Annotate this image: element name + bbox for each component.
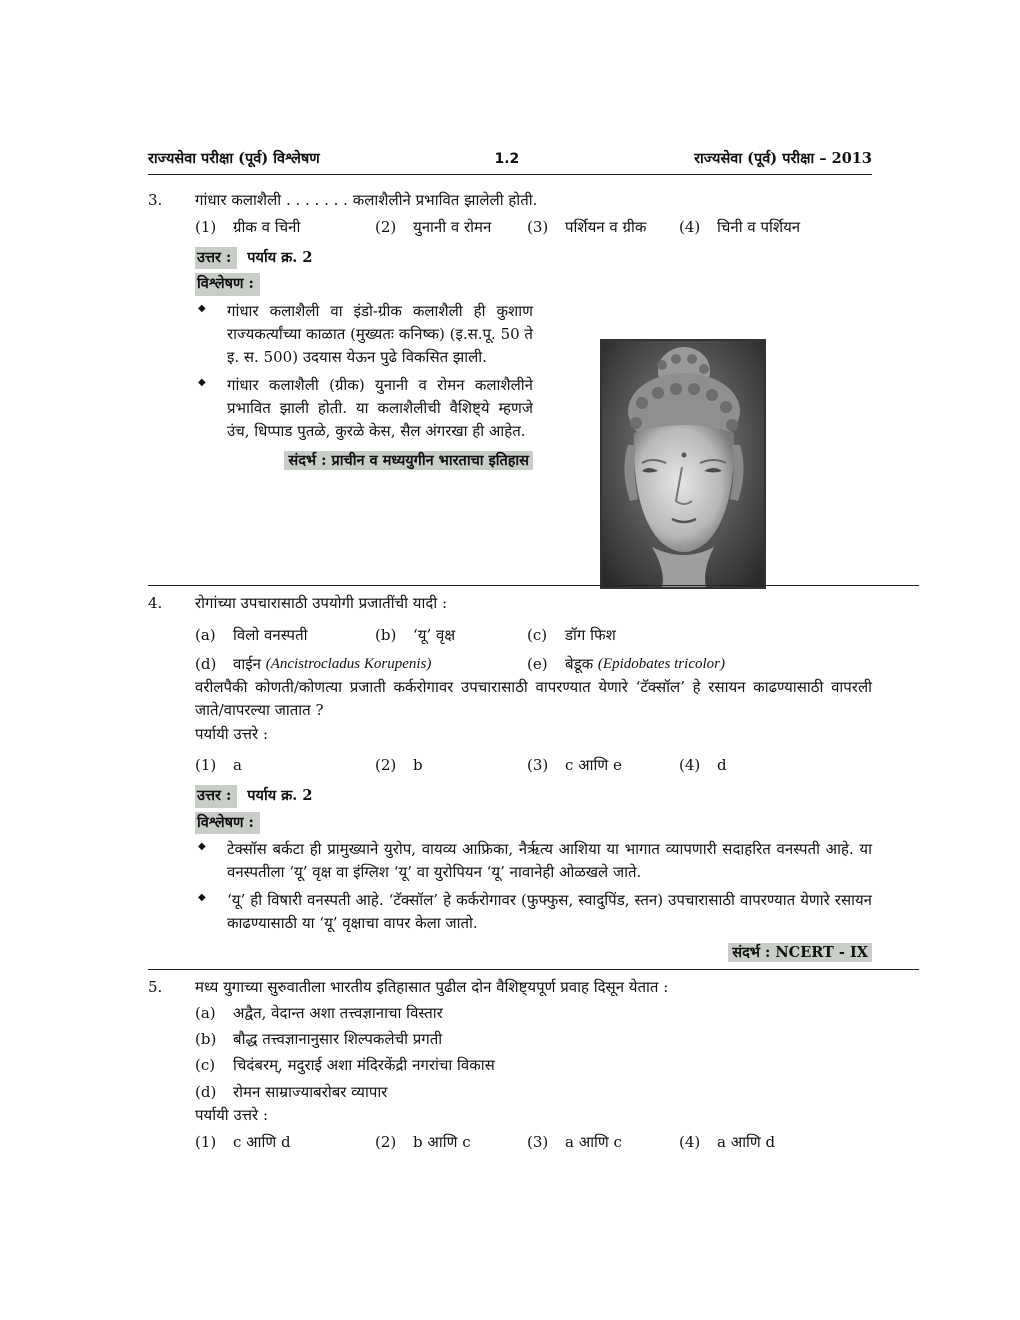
item-c: (c) डॉग फिश	[527, 625, 616, 644]
analysis-bullet: ◆ गांधार कलाशैली वा इंडो-ग्रीक कलाशैली ही कुशाण राज्यकर्त्यांच्या काळात (मुख्यतः कनिष्क) (इ.स.पू. 50 ते इ. स. 500) उदयास येऊन पुढे विकसित झाली.	[195, 300, 533, 370]
item-b: (b) बौद्ध तत्त्वज्ञानानुसार शिल्पकलेची प्रगती	[195, 1030, 443, 1049]
question-number: 5.	[148, 977, 163, 996]
answer: उत्तर : पर्याय क्र. 2	[195, 243, 872, 269]
reference: संदर्भ : प्राचीन व मध्ययुगीन भारताचा इतिहास	[195, 449, 533, 472]
option-3: (3) c आणि e	[527, 755, 622, 774]
option-4: (4) चिनी व पर्शियन	[679, 217, 801, 236]
page-number: 1.2	[494, 150, 520, 167]
question-text: गांधार कलाशैली . . . . . . . कलाशैलीने प्रभावित झालेली होती.	[195, 191, 538, 210]
running-header	[148, 148, 872, 175]
buddha-head-image	[602, 341, 764, 587]
divider	[148, 969, 919, 970]
item-a: (a) विलो वनस्पती	[195, 625, 308, 644]
analysis-label: विश्लेषण :	[195, 812, 260, 834]
header-right: राज्यसेवा (पूर्व) परीक्षा – 2013	[694, 150, 872, 167]
question-number: 3.	[148, 191, 163, 210]
item-a: (a) अद्वैत, वेदान्त अशा तत्त्वज्ञानाचा विस्तार	[195, 1003, 443, 1022]
analysis-bullet: ◆ गांधार कलाशैली (ग्रीक) युनानी व रोमन कलाशैलीने प्रभावित झाली होती. या कलाशैलीची वैशिष्ट्ये म्हणजे उंच, धिप्पाड पुतळे, कुरळे केस, सैल अंगरखा ही आहेत.	[195, 374, 533, 444]
items-row-2	[195, 653, 872, 676]
header-left: राज्यसेवा परीक्षा (पूर्व) विश्लेषण	[148, 150, 320, 167]
options-row	[195, 216, 872, 239]
item-e: (e) बेडूक (Epidobates tricolor)	[527, 654, 725, 673]
buddha-head-photo	[600, 339, 766, 589]
options-row	[195, 1131, 872, 1154]
options-label: पर्यायी उत्तरे :	[195, 1105, 269, 1124]
page-body	[148, 148, 872, 1154]
option-1: (1) c आणि d	[195, 1133, 291, 1152]
divider	[148, 585, 919, 586]
items-row-1	[195, 624, 872, 647]
item-d: (d) वाईन (Ancistrocladus Korupenis)	[195, 654, 432, 673]
question-5	[148, 976, 872, 1155]
question-text: रोगांच्या उपचारासाठी उपयोगी प्रजातींची यादी :	[195, 594, 448, 613]
question-text: मध्य युगाच्या सुरुवातीला भारतीय इतिहासात पुढील दोन वैशिष्ट्यपूर्ण प्रवाह दिसून येतात :	[195, 977, 669, 996]
answer: उत्तर : पर्याय क्र. 2	[195, 781, 872, 807]
reference: संदर्भ : NCERT - IX	[195, 941, 872, 964]
analysis-bullet: ◆ ‘यू’ ही विषारी वनस्पती आहे. ‘टॅक्सॉल’ हे कर्करोगावर (फुफ्फुस, स्वादुपिंड, स्तन) उपचारासाठी वापरण्यात येणारे रसायन काढण्यासाठी या ‘यू’ वृक्षाचा वापर केला जातो.	[195, 889, 872, 936]
option-2: (2) युनानी व रोमन	[375, 217, 492, 236]
question-prompt: वरीलपैकी कोणती/कोणत्या प्रजाती कर्करोगावर उपचारासाठी वापरण्यात येणारे ‘टॅक्सॉल’ हे रसायन काढण्यासाठी वापरली जाते/वापरल्या जातात ?	[195, 678, 872, 720]
analysis-text	[195, 300, 533, 473]
analysis-bullet: ◆ टेक्सॉस बर्कटा ही प्रामुख्याने युरोप, वायव्य आफ्रिका, नैर्ऋत्य आशिया या भागात व्यापणारी सदाहरित वनस्पती आहे. या वनस्पतीला ‘यू’ वृक्ष वा इंग्लिश ‘यू’ वा युरोपियन ‘यू’ नावानेही ओळखले जाते.	[195, 838, 872, 885]
option-1: (1) ग्रीक व चिनी	[195, 217, 301, 236]
item-d: (d) रोमन साम्राज्याबरोबर व्यापार	[195, 1082, 388, 1101]
options-label: पर्यायी उत्तरे :	[195, 724, 269, 743]
options-row	[195, 754, 872, 777]
option-4: (4) d	[679, 755, 727, 774]
option-4: (4) a आणि d	[679, 1133, 776, 1152]
option-2: (2) b	[375, 755, 423, 774]
item-b: (b) ‘यू’ वृक्ष	[375, 625, 456, 644]
option-3: (3) a आणि c	[527, 1133, 622, 1152]
divider-wrap	[148, 585, 872, 586]
divider-wrap	[148, 969, 872, 970]
question-3	[148, 189, 872, 585]
option-3: (3) पर्शियन व ग्रीक	[527, 217, 647, 236]
option-2: (2) b आणि c	[375, 1133, 471, 1152]
question-4	[148, 592, 872, 964]
question-number: 4.	[148, 594, 163, 613]
item-c: (c) चिदंबरम्, मदुराई अशा मंदिरकेंद्री नगरांचा विकास	[195, 1056, 495, 1075]
option-1: (1) a	[195, 755, 242, 774]
analysis-label: विश्लेषण :	[195, 273, 260, 295]
